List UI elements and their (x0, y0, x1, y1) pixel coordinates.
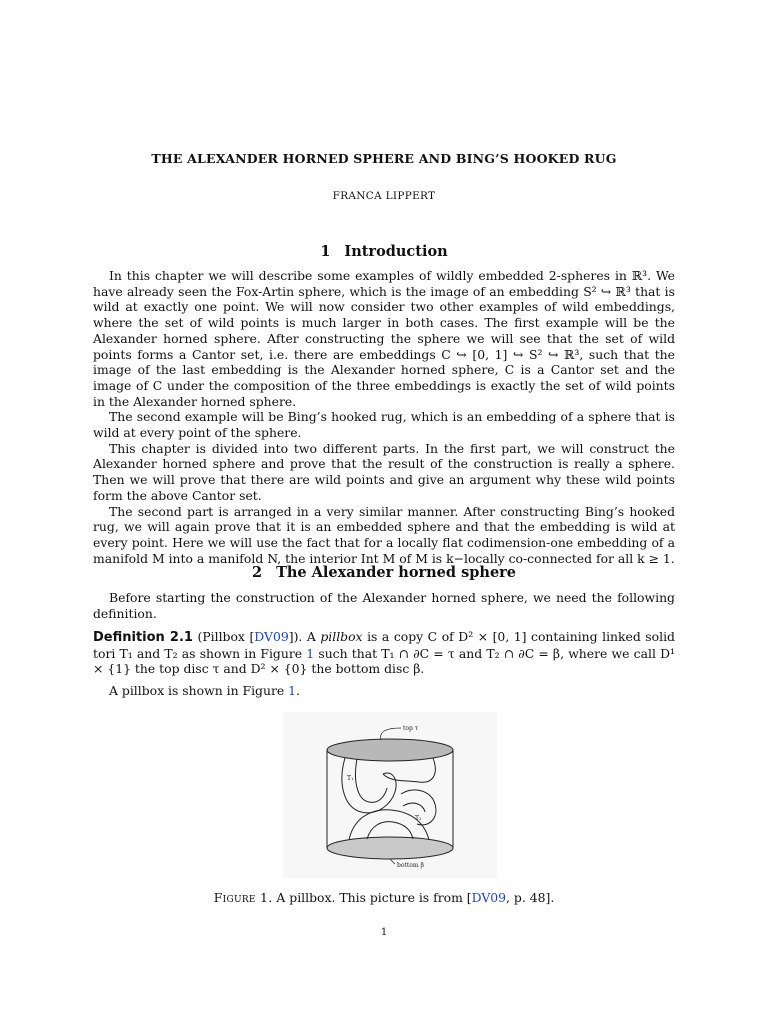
label-bottom: bottom β (397, 862, 424, 869)
figure-caption (0, 890, 768, 905)
bottom-disc (327, 837, 453, 859)
page-number: 1 (380, 927, 388, 938)
top-disc (327, 739, 453, 761)
intro-paragraph: The second example will be Bing’s hooked rug, which is an embedding of a sphere that is wild at every point of the sphere. (93, 409, 675, 441)
definition-block (93, 629, 675, 677)
section2-body (93, 590, 675, 621)
section-number: 1 (320, 243, 331, 260)
citation-link[interactable]: DV09 (254, 629, 289, 644)
pillbox-figure (283, 712, 497, 878)
caption-suffix: , p. 48]. (506, 890, 555, 905)
pillbox-diagram (283, 712, 497, 878)
definition-name-prefix: (Pillbox [ (197, 629, 255, 644)
definition-text: is a copy C of D² × [0, 1] containing linked solid tori T₁ and T₂ as shown in Figure (93, 629, 675, 661)
figure-intro-suffix: . (296, 683, 300, 698)
caption-label: Figure 1. (213, 890, 273, 905)
figure-intro-text: A pillbox is shown in Figure (109, 683, 289, 698)
paper-author: FRANCA LIPPERT (332, 190, 436, 202)
definition-text: A (302, 629, 321, 644)
intro-paragraph: In this chapter we will describe some examples of wildly embedded 2-spheres in ℝ³. We have already seen the Fox-Artin sphere, which is the image of an embedding S² ↪ ℝ³ that is wild at exactly one point. We will now consider two other examples of wild embeddings, where the set of wild points is much larger in both cases. The first example will be the Alexander horned sphere. After constructing the sphere we will see that the set of wild points forms a Cantor set, i.e. there are embeddings C ↪ [0, 1] ↪ S² ↪ ℝ³, such that the image of the last embedding is the Alexander horned sphere, C is a Cantor set and the image of C under the composition of the three embeddings is exactly the set of wild points in the Alexander horned sphere. (93, 268, 675, 409)
label-t1: T₁ (347, 775, 354, 782)
section-heading-alexander (0, 564, 768, 581)
section-number: 2 (251, 564, 263, 581)
label-top: top τ (403, 725, 419, 732)
citation-link[interactable]: DV09 (471, 890, 507, 905)
figure-intro-line (109, 683, 300, 698)
caption-text: A pillbox. This picture is from [ (272, 890, 472, 905)
definition-name-suffix: ]). (288, 629, 303, 644)
section-heading-introduction (0, 243, 768, 260)
section2-paragraph: Before starting the construction of the Alexander horned sphere, we need the following definition. (93, 590, 675, 621)
label-t2: T₂ (415, 815, 422, 822)
figure-ref-link[interactable]: 1 (306, 645, 315, 661)
introduction-body (93, 268, 675, 566)
definition-label: Definition 2.1 (93, 630, 193, 645)
section-title: Introduction (344, 243, 448, 260)
intro-paragraph: The second part is arranged in a very similar manner. After constructing Bing’s hooked rug, we will again prove that it is an embedded sphere and that the embedding is wild at every point. Here we will use the fact that for a locally flat codimension-one embedding of a manifold M into a manifold N, the interior Int M of M is k−locally co-connected for all k ≥ 1. (93, 503, 675, 566)
figure-ref-link[interactable]: 1 (288, 683, 297, 698)
definition-term: pillbox (320, 629, 363, 644)
paper-title: THE ALEXANDER HORNED SPHERE AND BING’S HOOKED RUG (151, 151, 617, 166)
definition-text: such that T₁ ∩ ∂C = τ and T₂ ∩ ∂C = β, where we call D¹ × {1} the top disc τ and D² × {0} the bottom disc β. (93, 645, 675, 677)
intro-paragraph: This chapter is divided into two different parts. In the first part, we will construct the Alexander horned sphere and prove that the result of the construction is really a sphere. Then we will prove that there are wild points and give an argument why these wild points form the above Cantor set. (93, 440, 675, 503)
section-title: The Alexander horned sphere (276, 564, 517, 581)
